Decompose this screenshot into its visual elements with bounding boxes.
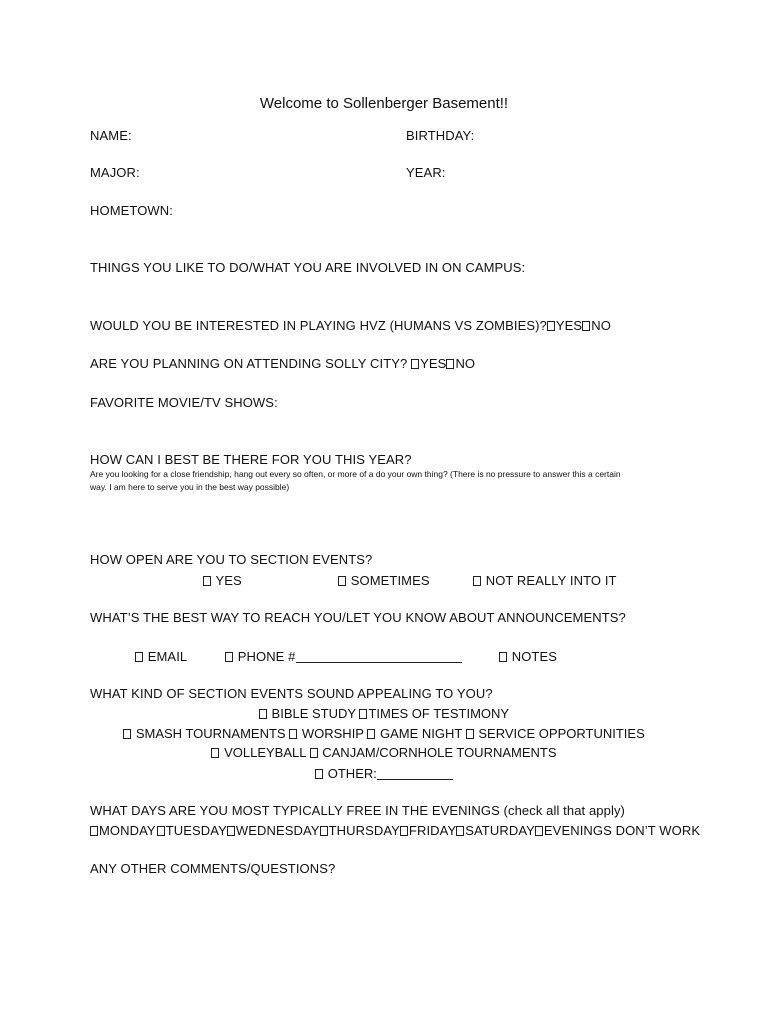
reach-option-phone: [225, 649, 462, 665]
reach-notes-label: NOTES: [511, 649, 558, 664]
free-days-question: WHAT DAYS ARE YOU MOST TYPICALLY FREE IN THE EVENINGS (check all that apply): [90, 803, 625, 818]
reach-option-notes: [499, 649, 557, 665]
day-friday-checkbox[interactable]: [400, 826, 408, 836]
solly-question-row: [90, 356, 475, 372]
event-testimony-label: TIMES OF TESTIMONY: [368, 706, 510, 721]
day-none-checkbox[interactable]: [535, 826, 543, 836]
be-there-question: HOW CAN I BEST BE THERE FOR YOU THIS YEAR?: [90, 452, 412, 467]
activities-label: THINGS YOU LIKE TO DO/WHAT YOU ARE INVOLVED IN ON CAMPUS:: [90, 260, 526, 275]
event-service-checkbox[interactable]: [466, 729, 474, 739]
hvz-no-checkbox[interactable]: [582, 321, 590, 331]
be-there-note-line1: Are you looking for a close friendship, hang out every so often, or more of a do your own thing? (There is no pressure to answer this a certain: [90, 469, 621, 479]
day-friday-label: FRIDAY: [408, 823, 457, 838]
open-yes-label: YES: [215, 573, 242, 588]
solly-yes-checkbox[interactable]: [411, 359, 419, 369]
section-events-question: HOW OPEN ARE YOU TO SECTION EVENTS?: [90, 552, 373, 567]
reach-email-checkbox[interactable]: [135, 652, 143, 662]
phone-number-blank[interactable]: [296, 650, 462, 663]
solly-question: ARE YOU PLANNING ON ATTENDING SOLLY CITY?: [90, 356, 408, 371]
name-label: NAME:: [90, 128, 132, 143]
day-none-label: EVENINGS DON’T WORK: [543, 823, 701, 838]
event-game-night-checkbox[interactable]: [367, 729, 375, 739]
hvz-yes-checkbox[interactable]: [547, 321, 555, 331]
events-row-4: [0, 766, 768, 782]
open-not-really-label: NOT REALLY INTO IT: [485, 573, 617, 588]
be-there-note-line2: way. I am here to serve you in the best way possible): [90, 482, 290, 492]
reach-email-label: EMAIL: [147, 649, 188, 664]
hvz-no-label: NO: [591, 318, 611, 333]
day-tuesday-checkbox[interactable]: [157, 826, 165, 836]
day-saturday-checkbox[interactable]: [456, 826, 464, 836]
solly-yes-label: YES: [420, 356, 447, 371]
event-worship-checkbox[interactable]: [289, 729, 297, 739]
hvz-yes-label: YES: [555, 318, 583, 333]
event-testimony-checkbox[interactable]: [359, 709, 367, 719]
reach-option-email: [135, 649, 187, 665]
event-other-blank[interactable]: [377, 767, 453, 780]
event-worship-label: WORSHIP: [301, 726, 364, 741]
open-option-not-really: [473, 573, 617, 589]
event-bible-study-checkbox[interactable]: [259, 709, 267, 719]
day-monday-checkbox[interactable]: [90, 826, 98, 836]
event-service-label: SERVICE OPPORTUNITIES: [478, 726, 645, 741]
event-bible-study-label: BIBLE STUDY: [271, 706, 356, 721]
hvz-question: WOULD YOU BE INTERESTED IN PLAYING HVZ (HUMANS VS ZOMBIES)?: [90, 318, 547, 333]
major-label: MAJOR:: [90, 165, 140, 180]
free-days-row: [90, 823, 700, 839]
event-canjam-checkbox[interactable]: [310, 748, 318, 758]
solly-no-label: NO: [455, 356, 476, 371]
event-smash-checkbox[interactable]: [123, 729, 131, 739]
open-option-yes: [203, 573, 242, 589]
comments-label: ANY OTHER COMMENTS/QUESTIONS?: [90, 861, 336, 876]
reach-question: WHAT’S THE BEST WAY TO REACH YOU/LET YOU KNOW ABOUT ANNOUNCEMENTS?: [90, 610, 626, 625]
events-row-1: [0, 706, 768, 722]
day-wednesday-checkbox[interactable]: [227, 826, 235, 836]
events-row-2: [0, 726, 768, 742]
open-not-really-checkbox[interactable]: [473, 576, 481, 586]
open-yes-checkbox[interactable]: [203, 576, 211, 586]
hometown-label: HOMETOWN:: [90, 203, 173, 218]
event-volleyball-label: VOLLEYBALL: [224, 745, 306, 760]
page-title: Welcome to Sollenberger Basement!!: [259, 95, 509, 112]
favorite-shows-label: FAVORITE MOVIE/TV SHOWS:: [90, 395, 278, 410]
hvz-question-row: [90, 318, 611, 334]
reach-phone-checkbox[interactable]: [225, 652, 233, 662]
birthday-label: BIRTHDAY:: [406, 128, 475, 143]
event-other-label: OTHER:: [327, 766, 377, 781]
day-thursday-checkbox[interactable]: [320, 826, 328, 836]
solly-no-checkbox[interactable]: [446, 359, 454, 369]
events-question: WHAT KIND OF SECTION EVENTS SOUND APPEALING TO YOU?: [90, 686, 493, 701]
day-thursday-label: THURSDAY: [328, 823, 400, 838]
open-sometimes-checkbox[interactable]: [338, 576, 346, 586]
day-tuesday-label: TUESDAY: [165, 823, 227, 838]
day-monday-label: MONDAY: [99, 823, 156, 838]
event-volleyball-checkbox[interactable]: [211, 748, 219, 758]
reach-phone-label: PHONE #: [237, 649, 296, 664]
events-row-3: [0, 745, 768, 761]
event-other-checkbox[interactable]: [315, 769, 323, 779]
open-option-sometimes: [338, 573, 430, 589]
event-smash-label: SMASH TOURNAMENTS: [135, 726, 286, 741]
event-game-night-label: GAME NIGHT: [380, 726, 463, 741]
day-saturday-label: SATURDAY: [465, 823, 535, 838]
reach-notes-checkbox[interactable]: [499, 652, 507, 662]
open-sometimes-label: SOMETIMES: [350, 573, 430, 588]
day-wednesday-label: WEDNESDAY: [235, 823, 320, 838]
event-canjam-label: CANJAM/CORNHOLE TOURNAMENTS: [322, 745, 557, 760]
year-label: YEAR:: [406, 165, 446, 180]
